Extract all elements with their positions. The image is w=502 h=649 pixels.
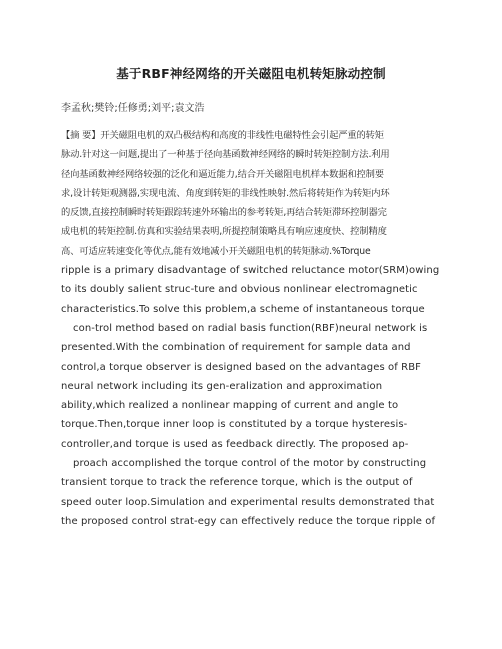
author-list: 李孟秋;樊铃;任修勇;刘平;袁文浩 <box>61 103 205 114</box>
abstract-line: 高、可适应转速变化等优点,能有效地减小开关磁阻电机的转矩脉动.%Torque <box>61 245 371 257</box>
abstract-line: 求,设计转矩观测器,实现电流、角度到转矩的非线性映射.然后将转矩作为转矩内环 <box>61 187 390 199</box>
abstract-line: proach accomplished the torque control of the motor by constructing <box>73 458 427 470</box>
page-title: 基于RBF神经网络的开关磁阻电机转矩脉动控制 <box>116 66 386 81</box>
abstract-line: ripple is a primary disadvantage of switched reluctance motor(SRM)owing <box>61 265 440 277</box>
abstract-line: torque.Then,torque inner loop is constituted by a torque hysteresis- <box>61 419 408 431</box>
abstract-line: 脉动.针对这一问题,提出了一种基于径向基函数神经网络的瞬时转矩控制方法.利用 <box>61 149 390 161</box>
abstract-body <box>61 126 451 531</box>
abstract-line: characteristics.To solve this problem,a scheme of instantaneous torque <box>61 303 425 315</box>
abstract-line: 的反馈,直接控制瞬时转矩跟踪转速外环输出的参考转矩,再结合转矩滞环控制器完 <box>61 207 387 219</box>
abstract-line: 径向基函数神经网络较强的泛化和逼近能力,结合开关磁阻电机样本数据和控制要 <box>61 168 384 180</box>
abstract-line: to its doubly salient struc-ture and obvious nonlinear electromagnetic <box>61 284 418 296</box>
abstract-line: ability,which realized a nonlinear mapping of current and angle to <box>61 400 399 412</box>
abstract-line: 成电机的转矩控制.仿真和实验结果表明,所提控制策略具有响应速度快、控制精度 <box>61 226 387 238</box>
abstract-line: con-trol method based on radial basis function(RBF)neural network is <box>73 322 428 334</box>
abstract-line: control,a torque observer is designed based on the advantages of RBF <box>61 361 422 373</box>
abstract-line: transient torque to track the reference torque, which is the output of <box>61 477 413 489</box>
abstract-line: the proposed control strat-egy can effectively reduce the torque ripple of <box>61 515 436 527</box>
abstract-line: neural network including its gen-eralization and approximation <box>61 380 383 392</box>
abstract-line: speed outer loop.Simulation and experimental results demonstrated that <box>61 496 435 508</box>
abstract-line: 【摘 要】开关磁阻电机的双凸极结构和高度的非线性电磁特性会引起严重的转矩 <box>61 130 384 141</box>
abstract-line: presented.With the combination of requirement for sample data and <box>61 342 411 354</box>
abstract-line: controller,and torque is used as feedback directly. The proposed ap- <box>61 438 409 450</box>
